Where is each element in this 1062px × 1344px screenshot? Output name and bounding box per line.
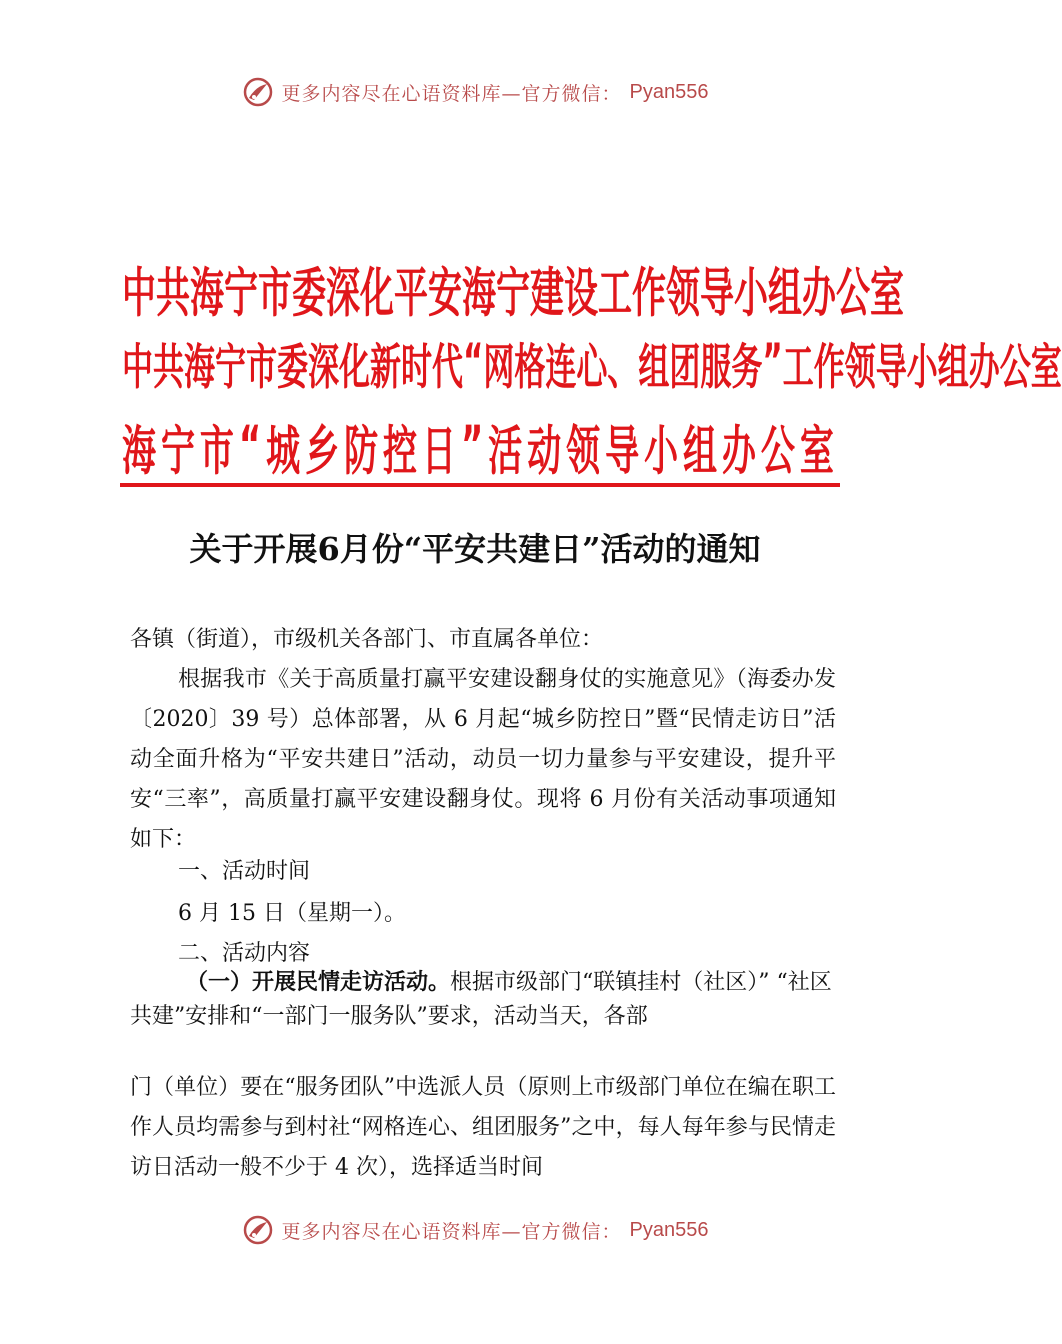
- watermark-text: 更多内容尽在心语资料库—官方微信：: [281, 82, 622, 105]
- brush-logo-icon: [242, 1214, 274, 1246]
- item-1-text: 根据市级部门“联镇挂村（社区）” “社区共建”安排和“一部门一服务队”要求，活动当天，各部: [130, 970, 832, 1029]
- section-2-heading: 二、活动内容: [178, 941, 311, 966]
- org-line-1: 中 共 海 宁 市 委 深 化 平 安 海 宁 建 设 工 作 领 导 小 组 办 公 室: [122, 262, 904, 325]
- org-line-2: 中 共 海 宁 市 委 深 化 新 时 代 “ 网 格 连 心 、 组 团 服 务 ” 工 作 领 导 小 组 办 公 室: [122, 334, 1062, 396]
- watermark-header: [0, 72, 950, 112]
- item-1-paragraph: [130, 966, 836, 1034]
- intro-paragraph: 根据我市《关于高质量打赢平安建设翻身仗的实施意见》（海委办发〔2020〕39 号）总体部署，从 6 月起“城乡防控日”暨“民情走访日”活动全面升格为“平安共建日”活动，动员一切力量参与平安建设，提升平安“三率”，高质量打赢平安建设翻身仗。现将 6 月份有关活动事项通知如下：: [130, 667, 836, 852]
- activity-date: 6 月 15 日（星期一）。: [178, 901, 406, 926]
- org-line-3: 海 宁 市 “ 城 乡 防 控 日 ” 活 动 领 导 小 组 办 公 室: [122, 415, 834, 483]
- watermark-text: 更多内容尽在心语资料库—官方微信：: [281, 1220, 622, 1243]
- item-1-title: （一）开展民情走访活动。: [186, 970, 451, 995]
- watermark-footer: [0, 1210, 950, 1250]
- red-divider-line: [120, 483, 840, 487]
- salutation: 各镇（街道），市级机关各部门、市直属各单位：: [130, 627, 604, 652]
- document-title: 关于开展6月份“平安共建日”活动的通知: [189, 530, 761, 568]
- watermark-wechat-id: Pyan556: [629, 1218, 709, 1241]
- section-1-heading: 一、活动时间: [178, 859, 311, 884]
- watermark-wechat-id: Pyan556: [629, 80, 709, 103]
- item-1-continued: 门（单位）要在“服务团队”中选派人员（原则上市级部门单位在编在职工作人员均需参与到村社“网格连心、组团服务”之中，每人每年参与民情走访日活动一般不少于 4 次），选择适当时间: [130, 1075, 836, 1180]
- brush-logo-icon: [242, 76, 274, 108]
